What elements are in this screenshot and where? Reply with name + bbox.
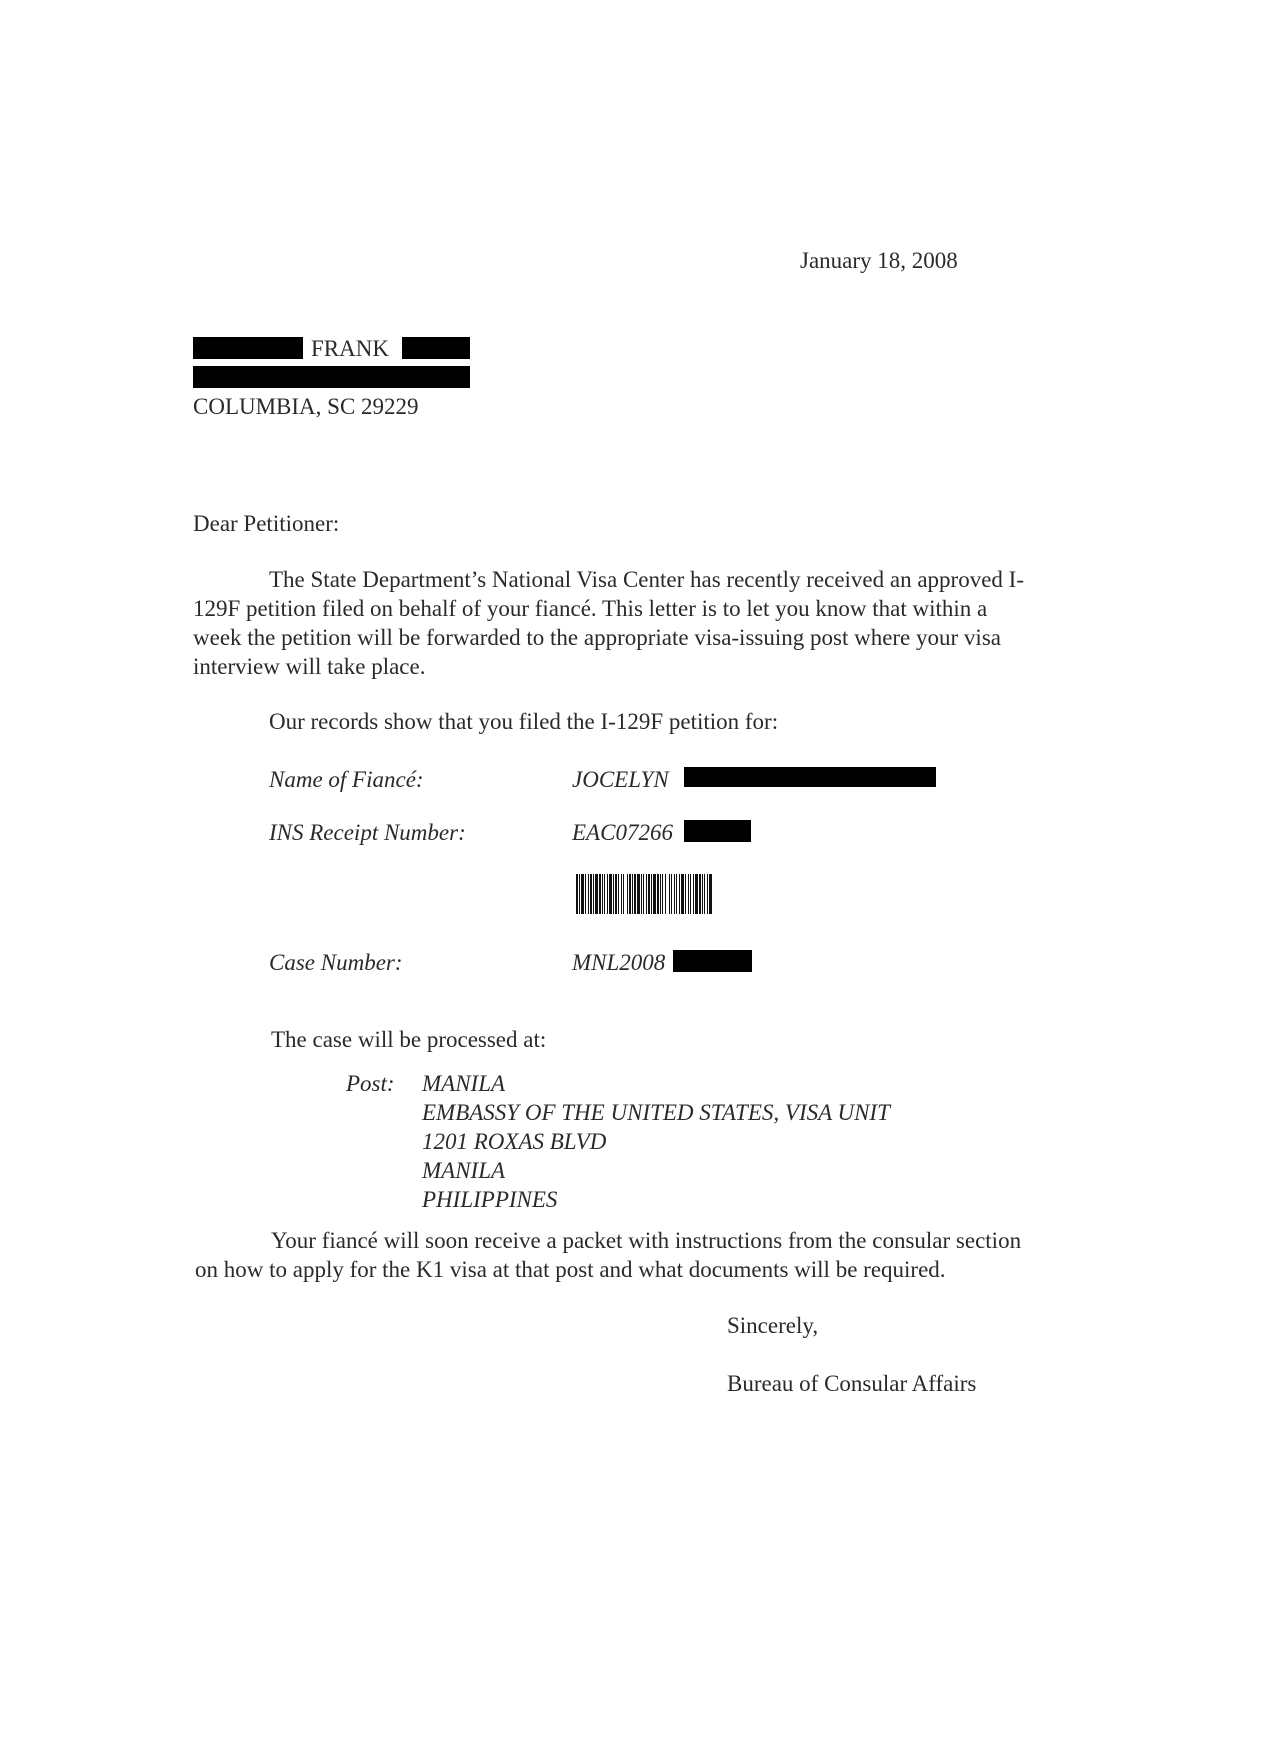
barcode-bar — [676, 874, 677, 914]
barcode-bar — [604, 874, 605, 914]
fiance-value: JOCELYN — [572, 767, 669, 792]
barcode-bar — [590, 874, 592, 914]
closing-line: on how to apply for the K1 visa at that post and what documents will be required. — [195, 1257, 946, 1282]
barcode-bar — [609, 874, 612, 914]
intro-line: interview will take place. — [193, 654, 426, 679]
barcode-bar — [634, 874, 636, 914]
barcode-bar — [693, 874, 694, 914]
signature: Bureau of Consular Affairs — [727, 1371, 977, 1396]
post-line: PHILIPPINES — [422, 1187, 558, 1212]
barcode-bar — [674, 874, 675, 914]
post-line: MANILA — [422, 1071, 506, 1096]
barcode-bar — [588, 874, 589, 914]
barcode-bar — [607, 874, 608, 914]
barcode-bar — [629, 874, 631, 914]
case-label: Case Number: — [269, 950, 403, 975]
redacted-case-digits — [673, 950, 752, 972]
barcode — [576, 874, 794, 914]
barcode-bar — [637, 874, 640, 914]
salutation: Dear Petitioner: — [193, 511, 340, 536]
barcode-bar — [665, 874, 666, 914]
case-value: MNL2008 — [572, 950, 666, 975]
post-label: Post: — [346, 1071, 395, 1096]
receipt-value: EAC07266 — [572, 820, 673, 845]
barcode-bar — [669, 874, 670, 914]
barcode-bar — [599, 874, 601, 914]
post-line: EMBASSY OF THE UNITED STATES, VISA UNIT — [422, 1100, 890, 1125]
redacted-street-address — [193, 366, 470, 388]
records-intro: Our records show that you filed the I-129F petition for: — [269, 709, 779, 734]
barcode-bar — [632, 874, 633, 914]
receipt-label: INS Receipt Number: — [269, 820, 466, 845]
barcode-bar — [621, 874, 622, 914]
barcode-bar — [681, 874, 684, 914]
barcode-bar — [643, 874, 644, 914]
address-name: FRANK — [311, 336, 389, 361]
barcode-bar — [688, 874, 689, 914]
intro-line: 129F petition filed on behalf of your fiancé. This letter is to let you know that within a — [193, 596, 988, 621]
barcode-bar — [615, 874, 617, 914]
barcode-bar — [613, 874, 614, 914]
barcode-bar — [641, 874, 642, 914]
barcode-bar — [576, 874, 578, 914]
processed-at: The case will be processed at: — [271, 1027, 547, 1052]
barcode-bar — [702, 874, 703, 914]
signoff: Sincerely, — [727, 1313, 819, 1338]
barcode-bar — [707, 874, 708, 914]
barcode-bar — [690, 874, 691, 914]
barcode-bar — [602, 874, 603, 914]
barcode-bar — [657, 874, 659, 914]
letter-date: January 18, 2008 — [800, 248, 958, 273]
closing-line: Your fiancé will soon receive a packet with instructions from the consular section — [271, 1228, 1022, 1253]
barcode-bar — [618, 874, 619, 914]
barcode-bar — [593, 874, 594, 914]
barcode-bar — [709, 874, 712, 914]
barcode-bar — [623, 874, 624, 914]
barcode-bar — [585, 874, 586, 914]
barcode-bar — [651, 874, 652, 914]
address-city: COLUMBIA, SC 29229 — [193, 394, 419, 419]
barcode-bar — [660, 874, 661, 914]
barcode-bar — [581, 874, 584, 914]
fiance-label: Name of Fiancé: — [269, 767, 424, 792]
redacted-first-name — [193, 337, 303, 359]
barcode-bar — [653, 874, 656, 914]
barcode-bar — [627, 874, 628, 914]
barcode-bar — [704, 874, 705, 914]
redacted-fiance-surname — [684, 767, 936, 787]
intro-line: week the petition will be forwarded to the appropriate visa-issuing post where your visa — [193, 625, 1001, 650]
barcode-bar — [699, 874, 701, 914]
barcode-bar — [648, 874, 650, 914]
barcode-bar — [595, 874, 598, 914]
barcode-bar — [695, 874, 698, 914]
barcode-bar — [579, 874, 580, 914]
post-line: 1201 ROXAS BLVD — [422, 1129, 607, 1154]
post-line: MANILA — [422, 1158, 506, 1183]
barcode-bar — [679, 874, 680, 914]
barcode-bar — [646, 874, 647, 914]
redacted-receipt-digits — [684, 820, 751, 842]
redacted-last-name — [402, 337, 470, 359]
barcode-bar — [671, 874, 672, 914]
intro-line: The State Department’s National Visa Center has recently received an approved I- — [269, 567, 1024, 592]
barcode-bar — [685, 874, 686, 914]
barcode-bar — [662, 874, 663, 914]
